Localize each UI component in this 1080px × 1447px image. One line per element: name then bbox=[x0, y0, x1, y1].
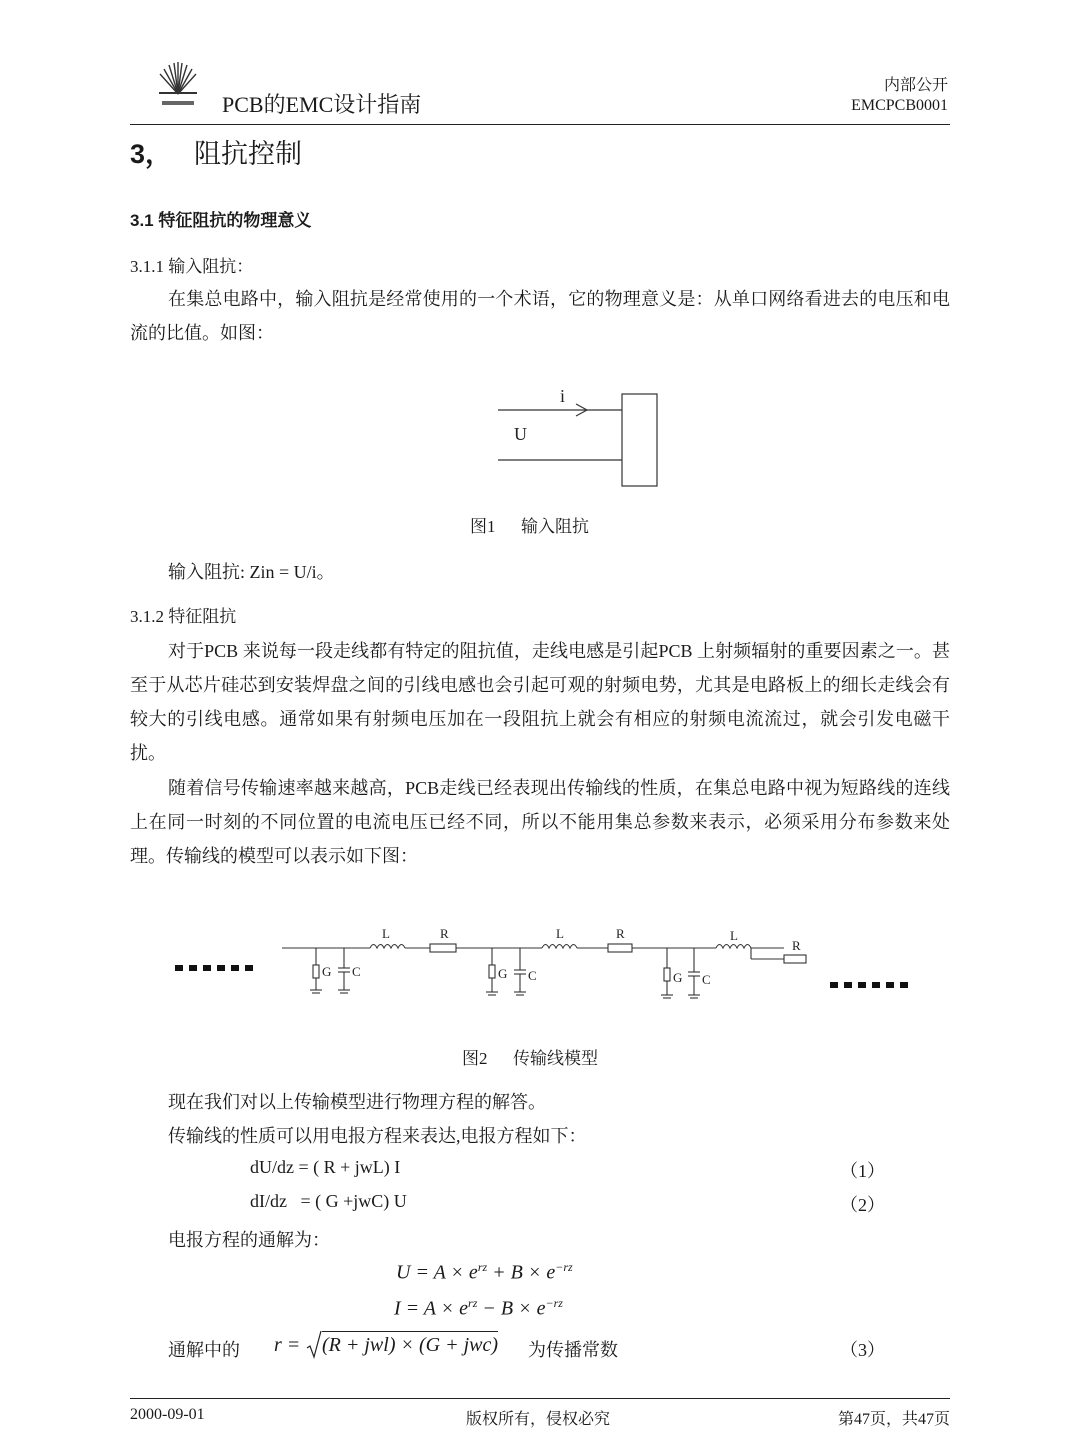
section-number: 3， bbox=[130, 139, 173, 169]
resistor-label-3: R bbox=[792, 938, 801, 953]
equation-2-number: （2） bbox=[840, 1195, 885, 1215]
document-code: EMCPCB0001 bbox=[851, 97, 948, 114]
paragraph-characteristic-impedance-1: 对于PCB 来说每一段走线都有特定的阻抗值，走线电感是引起PCB 上射频辐射的重要因素之一。甚至于从芯片硅芯到安装焊盘之间的引线电感也会引起可观的射频电势，尤其是电路板上的细长走线会有较大的引线电感。通常如果有射频电压加在一段阻抗上就会有相应的射频电流流过，就会引发电磁干扰。 bbox=[130, 641, 950, 763]
conductance-label-2: G bbox=[498, 966, 508, 981]
radical-sign bbox=[306, 1330, 322, 1360]
classification-label: 内部公开 bbox=[883, 77, 948, 94]
resistor-label-1: R bbox=[440, 926, 449, 941]
figure2-caption: 图2 传输线模型 bbox=[462, 1049, 598, 1068]
propagation-constant-label: 通解中的 bbox=[168, 1340, 240, 1360]
capacitance-label-2: C bbox=[528, 968, 537, 983]
conductance-label-1: G bbox=[322, 964, 332, 979]
header-info bbox=[851, 76, 948, 116]
u-solution-exponent2: −rz bbox=[555, 1260, 573, 1274]
footer-copyright: 版权所有，侵权必究 bbox=[466, 1411, 611, 1428]
equation-1: dU/dz = ( R + jwL) I bbox=[250, 1157, 401, 1177]
network-box bbox=[622, 394, 657, 486]
capacitance-label-1: C bbox=[352, 964, 361, 979]
propagation-constant-description: 为传播常数 bbox=[528, 1340, 618, 1360]
transmission-line-figure bbox=[170, 920, 930, 1030]
i-solution-exponent1: rz bbox=[468, 1296, 478, 1310]
current-label: i bbox=[560, 386, 566, 406]
left-ellipsis bbox=[175, 965, 253, 971]
inductor-label-3: L bbox=[730, 928, 738, 943]
equation-3-number: （3） bbox=[840, 1340, 885, 1360]
footer-divider bbox=[130, 1398, 950, 1399]
footer-page-number: 第47页，共47页 bbox=[837, 1411, 950, 1428]
subsubsection-heading-characteristic-impedance: 3.1.2 特征阻抗 bbox=[130, 607, 237, 626]
figure1-caption: 图1 输入阻抗 bbox=[470, 517, 589, 536]
subsubsection-heading-input-impedance: 3.1.1 输入阻抗： bbox=[130, 257, 254, 276]
general-solution-label: 电报方程的通解为： bbox=[168, 1230, 330, 1250]
capacitance-label-3: C bbox=[702, 972, 711, 987]
propagation-constant-lhs: r = bbox=[274, 1334, 301, 1356]
i-solution-exponent2: −rz bbox=[545, 1296, 563, 1310]
subsection-heading: 3.1 特征阻抗的物理意义 bbox=[130, 211, 312, 230]
telegraph-intro-line: 传输线的性质可以用电报方程来表达,电报方程如下： bbox=[168, 1126, 587, 1146]
i-solution-term1: I = A × e bbox=[394, 1297, 469, 1320]
header-divider bbox=[130, 124, 950, 125]
general-solution-i bbox=[394, 1296, 563, 1321]
right-ellipsis bbox=[830, 982, 908, 988]
paragraph-characteristic-impedance-2: 随着信号传输速率越来越高，PCB走线已经表现出传输线的性质，在集总电路中视为短路线的连线上在同一时刻的不同位置的电流电压已经不同，所以不能用集总参数来表示，必须采用分布参数来处理。传输线的模型可以表示如下图： bbox=[130, 778, 950, 866]
input-impedance-formula: 输入阻抗: Zin = U/i。 bbox=[168, 562, 335, 582]
u-solution-term2: + B × e bbox=[487, 1261, 556, 1284]
document-title: PCB的EMC设计指南 bbox=[222, 92, 422, 117]
voltage-label: U bbox=[514, 424, 527, 444]
equation-1-number: （1） bbox=[840, 1161, 885, 1181]
u-solution-term1: U = A × e bbox=[396, 1261, 478, 1284]
resistor-label-2: R bbox=[616, 926, 625, 941]
inductor-label-2: L bbox=[556, 926, 564, 941]
propagation-constant-radicand: (R + jwl) × (G + jwc) bbox=[322, 1331, 498, 1357]
u-solution-exponent1: rz bbox=[477, 1260, 488, 1274]
i-solution-term2: − B × e bbox=[477, 1297, 546, 1320]
inductor-label-1: L bbox=[382, 926, 390, 941]
conductance-label-3: G bbox=[673, 970, 683, 985]
section-title: 阻抗控制 bbox=[194, 139, 303, 169]
section-heading bbox=[130, 132, 302, 171]
paragraph-input-impedance: 在集总电路中，输入阻抗是经常使用的一个术语，它的物理意义是：从单口网络看进去的电压和电流的比值。如图： bbox=[130, 289, 950, 343]
equation-2: dI/dz = ( G +jwC) U bbox=[250, 1191, 407, 1211]
company-logo bbox=[156, 60, 200, 110]
input-impedance-figure bbox=[490, 378, 670, 493]
general-solution-u bbox=[396, 1260, 573, 1285]
footer-date: 2000-09-01 bbox=[130, 1406, 205, 1423]
solution-intro-line: 现在我们对以上传输模型进行物理方程的解答。 bbox=[168, 1092, 546, 1112]
